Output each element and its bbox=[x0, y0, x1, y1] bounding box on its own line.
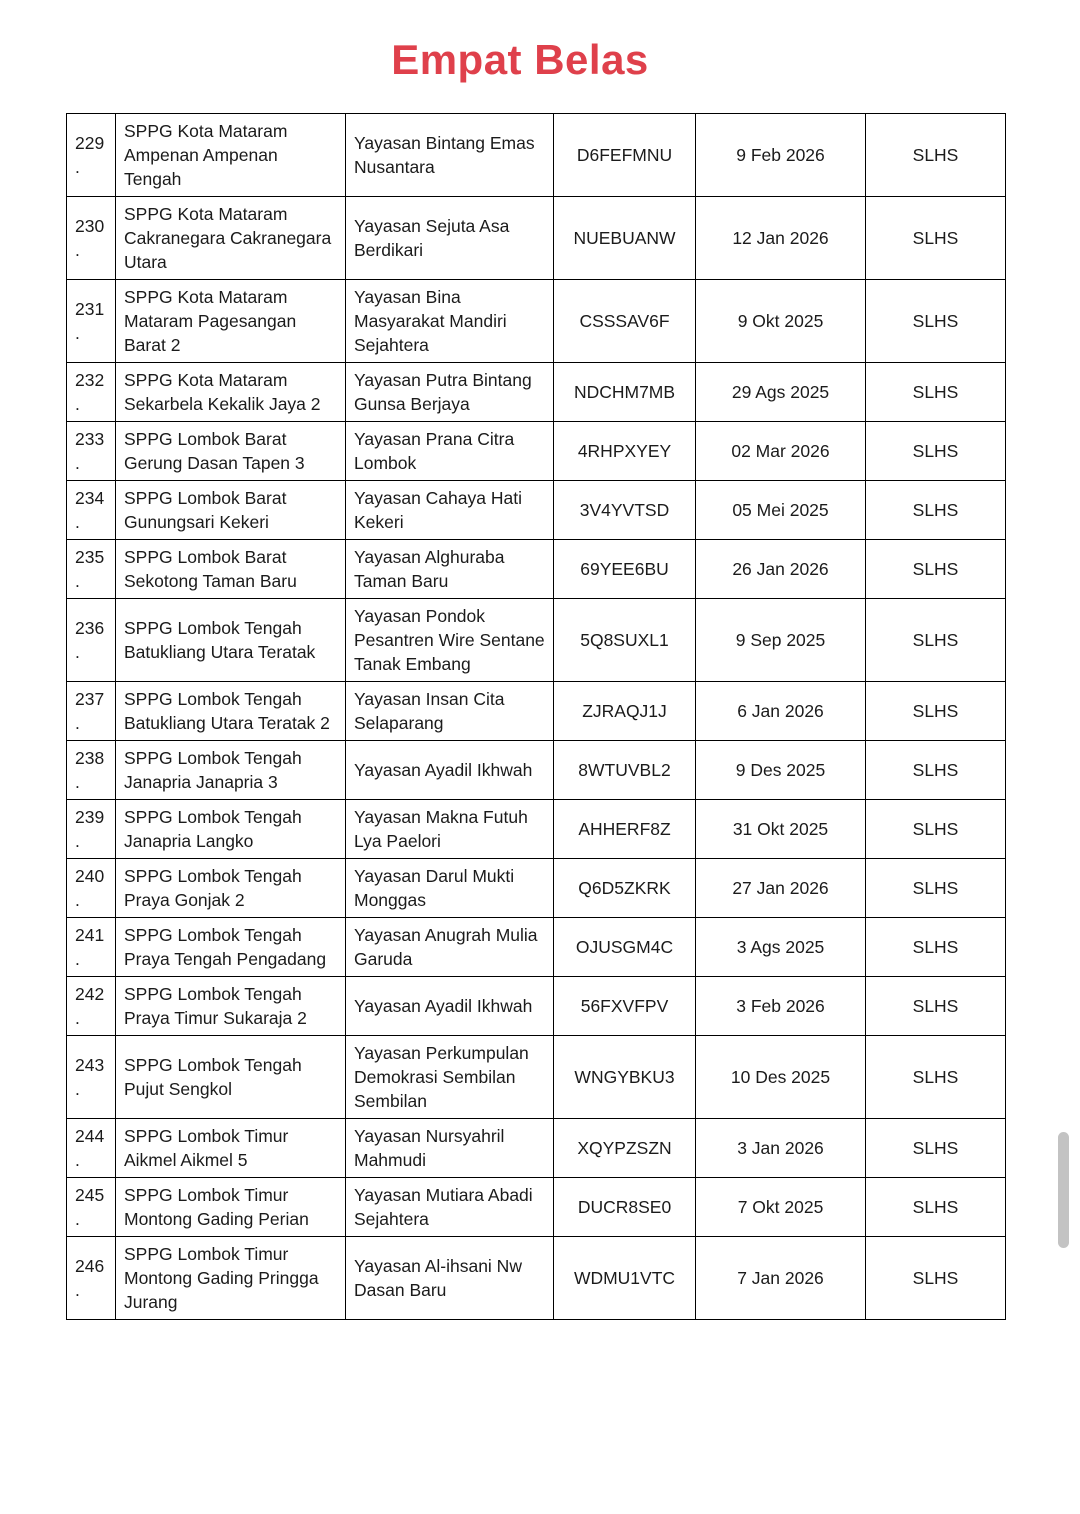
yayasan-name-cell: Yayasan Mutiara Abadi Sejahtera bbox=[346, 1178, 554, 1237]
date-cell: 3 Feb 2026 bbox=[696, 977, 866, 1036]
yayasan-name-cell: Yayasan Bina Masyarakat Mandiri Sejahtera bbox=[346, 280, 554, 363]
date-cell: 7 Jan 2026 bbox=[696, 1237, 866, 1320]
row-number: 234. bbox=[67, 481, 116, 540]
status-cell: SLHS bbox=[866, 599, 1006, 682]
sppg-name-cell: SPPG Kota Mataram Mataram Pagesangan Barat 2 bbox=[116, 280, 346, 363]
table-row bbox=[67, 682, 1006, 741]
code-cell: WNGYBKU3 bbox=[554, 1036, 696, 1119]
yayasan-name-cell: Yayasan Bintang Emas Nusantara bbox=[346, 114, 554, 197]
yayasan-name-cell: Yayasan Darul Mukti Monggas bbox=[346, 859, 554, 918]
sppg-name-cell: SPPG Kota Mataram Ampenan Ampenan Tengah bbox=[116, 114, 346, 197]
table-row bbox=[67, 1237, 1006, 1320]
date-cell: 26 Jan 2026 bbox=[696, 540, 866, 599]
date-cell: 31 Okt 2025 bbox=[696, 800, 866, 859]
sppg-name-cell: SPPG Lombok Tengah Janapria Langko bbox=[116, 800, 346, 859]
yayasan-name-cell: Yayasan Makna Futuh Lya Paelori bbox=[346, 800, 554, 859]
row-number: 230. bbox=[67, 197, 116, 280]
table-row bbox=[67, 918, 1006, 977]
row-number: 237. bbox=[67, 682, 116, 741]
row-number: 242. bbox=[67, 977, 116, 1036]
yayasan-name-cell: Yayasan Cahaya Hati Kekeri bbox=[346, 481, 554, 540]
status-cell: SLHS bbox=[866, 1036, 1006, 1119]
sppg-name-cell: SPPG Lombok Tengah Praya Tengah Pengadang bbox=[116, 918, 346, 977]
document-page bbox=[0, 34, 1080, 1320]
date-cell: 10 Des 2025 bbox=[696, 1036, 866, 1119]
code-cell: CSSSAV6F bbox=[554, 280, 696, 363]
row-number: 245. bbox=[67, 1178, 116, 1237]
date-cell: 9 Des 2025 bbox=[696, 741, 866, 800]
table-row bbox=[67, 599, 1006, 682]
row-number: 246. bbox=[67, 1237, 116, 1320]
sppg-name-cell: SPPG Kota Mataram Cakranegara Cakranegara Utara bbox=[116, 197, 346, 280]
code-cell: AHHERF8Z bbox=[554, 800, 696, 859]
row-number: 236. bbox=[67, 599, 116, 682]
status-cell: SLHS bbox=[866, 114, 1006, 197]
table-row bbox=[67, 1036, 1006, 1119]
sppg-name-cell: SPPG Lombok Tengah Praya Gonjak 2 bbox=[116, 859, 346, 918]
yayasan-name-cell: Yayasan Insan Cita Selaparang bbox=[346, 682, 554, 741]
row-number: 239. bbox=[67, 800, 116, 859]
sppg-name-cell: SPPG Lombok Barat Gerung Dasan Tapen 3 bbox=[116, 422, 346, 481]
table-row bbox=[67, 422, 1006, 481]
row-number: 231. bbox=[67, 280, 116, 363]
code-cell: ZJRAQJ1J bbox=[554, 682, 696, 741]
table-body bbox=[67, 114, 1006, 1320]
yayasan-name-cell: Yayasan Sejuta Asa Berdikari bbox=[346, 197, 554, 280]
status-cell: SLHS bbox=[866, 197, 1006, 280]
sppg-name-cell: SPPG Lombok Timur Aikmel Aikmel 5 bbox=[116, 1119, 346, 1178]
status-cell: SLHS bbox=[866, 800, 1006, 859]
row-number: 240. bbox=[67, 859, 116, 918]
date-cell: 29 Ags 2025 bbox=[696, 363, 866, 422]
date-cell: 27 Jan 2026 bbox=[696, 859, 866, 918]
status-cell: SLHS bbox=[866, 481, 1006, 540]
yayasan-name-cell: Yayasan Ayadil Ikhwah bbox=[346, 977, 554, 1036]
date-cell: 9 Okt 2025 bbox=[696, 280, 866, 363]
date-cell: 7 Okt 2025 bbox=[696, 1178, 866, 1237]
table-row bbox=[67, 977, 1006, 1036]
code-cell: 8WTUVBL2 bbox=[554, 741, 696, 800]
yayasan-name-cell: Yayasan Ayadil Ikhwah bbox=[346, 741, 554, 800]
code-cell: D6FEFMNU bbox=[554, 114, 696, 197]
sppg-name-cell: SPPG Lombok Tengah Janapria Janapria 3 bbox=[116, 741, 346, 800]
sppg-name-cell: SPPG Lombok Tengah Praya Timur Sukaraja 2 bbox=[116, 977, 346, 1036]
date-cell: 02 Mar 2026 bbox=[696, 422, 866, 481]
status-cell: SLHS bbox=[866, 1119, 1006, 1178]
status-cell: SLHS bbox=[866, 977, 1006, 1036]
table-row bbox=[67, 1119, 1006, 1178]
row-number: 243. bbox=[67, 1036, 116, 1119]
yayasan-name-cell: Yayasan Alghuraba Taman Baru bbox=[346, 540, 554, 599]
date-cell: 12 Jan 2026 bbox=[696, 197, 866, 280]
code-cell: 56FXVFPV bbox=[554, 977, 696, 1036]
date-cell: 9 Feb 2026 bbox=[696, 114, 866, 197]
status-cell: SLHS bbox=[866, 540, 1006, 599]
status-cell: SLHS bbox=[866, 682, 1006, 741]
sppg-name-cell: SPPG Kota Mataram Sekarbela Kekalik Jaya 2 bbox=[116, 363, 346, 422]
code-cell: NUEBUANW bbox=[554, 197, 696, 280]
row-number: 233. bbox=[67, 422, 116, 481]
status-cell: SLHS bbox=[866, 1237, 1006, 1320]
status-cell: SLHS bbox=[866, 363, 1006, 422]
sppg-name-cell: SPPG Lombok Tengah Pujut Sengkol bbox=[116, 1036, 346, 1119]
table-row bbox=[67, 197, 1006, 280]
table-row bbox=[67, 280, 1006, 363]
code-cell: 4RHPXYEY bbox=[554, 422, 696, 481]
table-row bbox=[67, 1178, 1006, 1237]
status-cell: SLHS bbox=[866, 1178, 1006, 1237]
code-cell: OJUSGM4C bbox=[554, 918, 696, 977]
date-cell: 3 Ags 2025 bbox=[696, 918, 866, 977]
row-number: 244. bbox=[67, 1119, 116, 1178]
scrollbar-thumb[interactable] bbox=[1058, 1132, 1069, 1248]
yayasan-name-cell: Yayasan Perkumpulan Demokrasi Sembilan Sembilan bbox=[346, 1036, 554, 1119]
date-cell: 9 Sep 2025 bbox=[696, 599, 866, 682]
code-cell: XQYPZSZN bbox=[554, 1119, 696, 1178]
table-row bbox=[67, 741, 1006, 800]
sppg-name-cell: SPPG Lombok Tengah Batukliang Utara Teratak bbox=[116, 599, 346, 682]
status-cell: SLHS bbox=[866, 859, 1006, 918]
row-number: 232. bbox=[67, 363, 116, 422]
code-cell: Q6D5ZKRK bbox=[554, 859, 696, 918]
status-cell: SLHS bbox=[866, 741, 1006, 800]
yayasan-name-cell: Yayasan Anugrah Mulia Garuda bbox=[346, 918, 554, 977]
sppg-table bbox=[66, 113, 1006, 1320]
yayasan-name-cell: Yayasan Al-ihsani Nw Dasan Baru bbox=[346, 1237, 554, 1320]
table-row bbox=[67, 481, 1006, 540]
code-cell: 69YEE6BU bbox=[554, 540, 696, 599]
date-cell: 6 Jan 2026 bbox=[696, 682, 866, 741]
row-number: 229. bbox=[67, 114, 116, 197]
yayasan-name-cell: Yayasan Putra Bintang Gunsa Berjaya bbox=[346, 363, 554, 422]
table-row bbox=[67, 800, 1006, 859]
code-cell: 3V4YVTSD bbox=[554, 481, 696, 540]
date-cell: 3 Jan 2026 bbox=[696, 1119, 866, 1178]
page-title: Empat Belas bbox=[391, 36, 649, 83]
yayasan-name-cell: Yayasan Nursyahril Mahmudi bbox=[346, 1119, 554, 1178]
code-cell: WDMU1VTC bbox=[554, 1237, 696, 1320]
row-number: 235. bbox=[67, 540, 116, 599]
sppg-name-cell: SPPG Lombok Timur Montong Gading Pringga Jurang bbox=[116, 1237, 346, 1320]
row-number: 241. bbox=[67, 918, 116, 977]
code-cell: 5Q8SUXL1 bbox=[554, 599, 696, 682]
sppg-name-cell: SPPG Lombok Timur Montong Gading Perian bbox=[116, 1178, 346, 1237]
table-row bbox=[67, 540, 1006, 599]
status-cell: SLHS bbox=[866, 422, 1006, 481]
yayasan-name-cell: Yayasan Prana Citra Lombok bbox=[346, 422, 554, 481]
yayasan-name-cell: Yayasan Pondok Pesantren Wire Sentane Tanak Embang bbox=[346, 599, 554, 682]
date-cell: 05 Mei 2025 bbox=[696, 481, 866, 540]
code-cell: DUCR8SE0 bbox=[554, 1178, 696, 1237]
table-row bbox=[67, 859, 1006, 918]
row-number: 238. bbox=[67, 741, 116, 800]
status-cell: SLHS bbox=[866, 280, 1006, 363]
sppg-name-cell: SPPG Lombok Tengah Batukliang Utara Teratak 2 bbox=[116, 682, 346, 741]
table-row bbox=[67, 363, 1006, 422]
status-cell: SLHS bbox=[866, 918, 1006, 977]
sppg-name-cell: SPPG Lombok Barat Gunungsari Kekeri bbox=[116, 481, 346, 540]
code-cell: NDCHM7MB bbox=[554, 363, 696, 422]
table-row bbox=[67, 114, 1006, 197]
sppg-name-cell: SPPG Lombok Barat Sekotong Taman Baru bbox=[116, 540, 346, 599]
